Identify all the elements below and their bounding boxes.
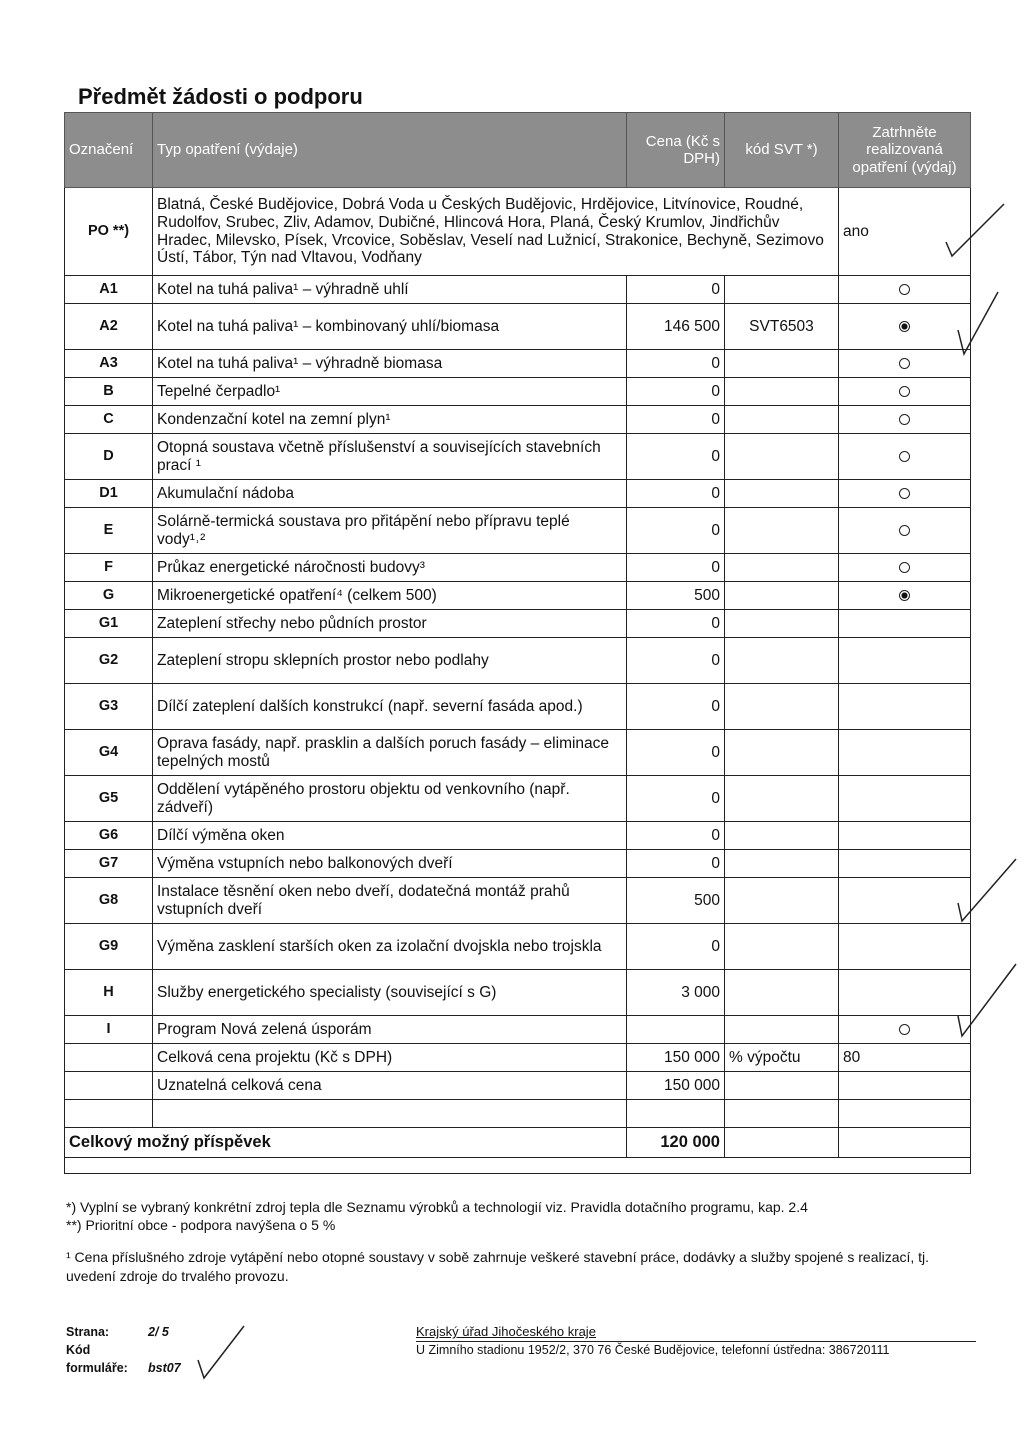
measure-price: 0: [627, 480, 725, 508]
measure-price: 0: [627, 406, 725, 434]
measure-mark: [839, 822, 971, 850]
empty-cell: [839, 1100, 971, 1128]
form-code: bst07: [148, 1361, 181, 1376]
measure-price: 0: [627, 776, 725, 822]
measure-mark: [839, 480, 971, 508]
measure-code: H: [65, 970, 153, 1016]
measure-svt-code: [725, 776, 839, 822]
measure-svt-code: SVT6503: [725, 304, 839, 350]
measure-code: F: [65, 554, 153, 582]
priority-code: PO **): [65, 188, 153, 276]
table-row: [65, 822, 971, 850]
empty-cell: [839, 1072, 971, 1100]
eligible-price-row-value: 150 000: [627, 1072, 725, 1100]
radio-empty-icon[interactable]: [899, 1024, 910, 1035]
measure-mark: [839, 776, 971, 822]
table-row: [65, 350, 971, 378]
measure-price: 0: [627, 508, 725, 554]
measure-svt-code: [725, 970, 839, 1016]
measure-code: G: [65, 582, 153, 610]
header-type: Typ opatření (výdaje): [153, 113, 627, 188]
table-row: [65, 582, 971, 610]
measure-svt-code: [725, 276, 839, 304]
measure-price: 0: [627, 276, 725, 304]
measure-type: Kotel na tuhá paliva¹ – výhradně biomasa: [153, 350, 627, 378]
measure-type: Oddělení vytápěného prostoru objektu od venkovního (např. zádveří): [153, 776, 627, 822]
measure-mark: [839, 304, 971, 350]
form-label: Kód formuláře:: [66, 1343, 128, 1376]
table-row: [65, 924, 971, 970]
empty-cell: [839, 1128, 971, 1158]
empty-cell: [65, 1044, 153, 1072]
measure-type: Program Nová zelená úsporám: [153, 1016, 627, 1044]
measure-type: Instalace těsnění oken nebo dveří, dodatečná montáž prahů vstupních dveří: [153, 878, 627, 924]
priority-row: [65, 188, 971, 276]
measure-code: B: [65, 378, 153, 406]
priority-value: ano: [839, 188, 971, 276]
measure-price: 500: [627, 878, 725, 924]
priority-municipalities: Blatná, České Budějovice, Dobrá Voda u Českých Budějovic, Hrdějovice, Litvínovice, Roudné, Rudolfov, Srubec, Zliv, Adamov, Dubičné, Hlincová Hora, Planá, Český Krumlov, Jindřichův Hradec, Milevsko, Písek, Vrcovice, Soběslav, Veselí nad Lužnicí, Strakonice, Bechyně, Sezimovo Ústí, Tábor, Týn nad Vltavou, Vodňany: [153, 188, 839, 276]
radio-empty-icon[interactable]: [899, 488, 910, 499]
measure-svt-code: [725, 850, 839, 878]
measure-mark: [839, 970, 971, 1016]
table-row: [65, 610, 971, 638]
measure-type: Dílčí výměna oken: [153, 822, 627, 850]
total-price-row: [65, 1044, 971, 1072]
radio-selected-icon[interactable]: [899, 321, 910, 332]
page-label: Strana:: [66, 1325, 110, 1339]
blank-row: [65, 1100, 971, 1128]
empty-cell: [627, 1100, 725, 1128]
total-price-row-extra-value: 80: [839, 1044, 971, 1072]
radio-empty-icon[interactable]: [899, 451, 910, 462]
footnote-1: ¹ Cena příslušného zdroje vytápění nebo otopné soustavy v sobě zahrnuje veškeré stavební práce, dodávky a služby spojené s realizací, tj. uvedení zdroje do trvalého provozu.: [66, 1249, 930, 1284]
measure-mark: [839, 850, 971, 878]
measure-code: A1: [65, 276, 153, 304]
eligible-price-row: [65, 1072, 971, 1100]
measure-price: 0: [627, 610, 725, 638]
table-row: [65, 508, 971, 554]
measure-type: Služby energetického specialisty (související s G): [153, 970, 627, 1016]
table-row: [65, 554, 971, 582]
measure-type: Mikroenergetické opatření⁴ (celkem 500): [153, 582, 627, 610]
measure-type: Výměna zasklení starších oken za izolační dvojskla nebo trojskla: [153, 924, 627, 970]
measure-mark: [839, 434, 971, 480]
measure-type: Výměna vstupních nebo balkonových dveří: [153, 850, 627, 878]
measure-svt-code: [725, 684, 839, 730]
measure-price: 0: [627, 378, 725, 406]
table-row: [65, 850, 971, 878]
measure-svt-code: [725, 554, 839, 582]
total-price-row-value: 150 000: [627, 1044, 725, 1072]
total-price-row-extra-label: % výpočtu: [725, 1044, 839, 1072]
measure-svt-code: [725, 508, 839, 554]
measure-type: Kotel na tuhá paliva¹ – výhradně uhlí: [153, 276, 627, 304]
measure-price: 0: [627, 850, 725, 878]
table-row: [65, 378, 971, 406]
page-title: Předmět žádosti o podporu: [78, 84, 363, 109]
measure-price: 0: [627, 730, 725, 776]
measure-mark: [839, 406, 971, 434]
measure-price: 500: [627, 582, 725, 610]
measure-price: 0: [627, 434, 725, 480]
measure-price: 0: [627, 822, 725, 850]
table-row: [65, 406, 971, 434]
measure-svt-code: [725, 638, 839, 684]
total-price-row-label: Celková cena projektu (Kč s DPH): [153, 1044, 627, 1072]
measures-table: [64, 112, 971, 1174]
radio-empty-icon[interactable]: [899, 525, 910, 536]
measure-code: A3: [65, 350, 153, 378]
table-row: [65, 1016, 971, 1044]
measure-mark: [839, 730, 971, 776]
measure-type: Zateplení střechy nebo půdních prostor: [153, 610, 627, 638]
table-row: [65, 776, 971, 822]
measure-svt-code: [725, 610, 839, 638]
measure-code: I: [65, 1016, 153, 1044]
table-row: [65, 684, 971, 730]
radio-empty-icon[interactable]: [899, 562, 910, 573]
notes: [66, 1198, 970, 1285]
measure-type: Solárně-termická soustava pro přitápění nebo přípravu teplé vody¹˒²: [153, 508, 627, 554]
measure-code: G5: [65, 776, 153, 822]
measure-price: 0: [627, 638, 725, 684]
measure-type: Kondenzační kotel na zemní plyn¹: [153, 406, 627, 434]
measure-svt-code: [725, 878, 839, 924]
organization-address: U Zimního stadionu 1952/2, 370 76 České Budějovice, telefonní ústředna: 386720111: [416, 1341, 976, 1359]
measure-price: [627, 1016, 725, 1044]
organization-name: Krajský úřad Jihočeského kraje: [416, 1324, 596, 1339]
header-price: Cena (Kč s DPH): [627, 113, 725, 188]
measure-svt-code: [725, 582, 839, 610]
measure-mark: [839, 582, 971, 610]
header-mark: Zatrhněte realizovaná opatření (výdaj): [839, 113, 971, 188]
measure-type: Zateplení stropu sklepních prostor nebo podlahy: [153, 638, 627, 684]
measure-mark: [839, 878, 971, 924]
measure-svt-code: [725, 406, 839, 434]
measure-price: 0: [627, 554, 725, 582]
measure-code: G7: [65, 850, 153, 878]
measure-type: Oprava fasády, např. prasklin a dalších poruch fasády – eliminace tepelných mostů: [153, 730, 627, 776]
empty-cell: [65, 1158, 971, 1174]
handwritten-check-icon: [190, 1322, 250, 1382]
measure-code: G2: [65, 638, 153, 684]
radio-empty-icon[interactable]: [899, 414, 910, 425]
measure-price: 0: [627, 350, 725, 378]
table-header: [65, 113, 971, 188]
contribution-row: [65, 1128, 971, 1158]
measure-code: G1: [65, 610, 153, 638]
measure-code: G9: [65, 924, 153, 970]
empty-cell: [725, 1100, 839, 1128]
contribution-label: Celkový možný příspěvek: [65, 1128, 627, 1158]
measure-svt-code: [725, 1016, 839, 1044]
measure-mark: [839, 610, 971, 638]
measure-code: G8: [65, 878, 153, 924]
measure-type: Průkaz energetické náročnosti budovy³: [153, 554, 627, 582]
measure-price: 146 500: [627, 304, 725, 350]
measure-code: G4: [65, 730, 153, 776]
note-priority: **) Prioritní obce - podpora navýšena o 5 %: [66, 1217, 336, 1234]
measure-mark: [839, 638, 971, 684]
measure-code: C: [65, 406, 153, 434]
measure-type: Tepelné čerpadlo¹: [153, 378, 627, 406]
measure-code: A2: [65, 304, 153, 350]
page-number: 2/ 5: [148, 1325, 169, 1339]
measure-mark: [839, 350, 971, 378]
measure-mark: [839, 684, 971, 730]
table-row: [65, 970, 971, 1016]
table-row: [65, 434, 971, 480]
measure-type: Akumulační nádoba: [153, 480, 627, 508]
measure-code: D: [65, 434, 153, 480]
empty-cell: [725, 1128, 839, 1158]
table-row: [65, 638, 971, 684]
measure-code: G3: [65, 684, 153, 730]
measure-type: Dílčí zateplení dalších konstrukcí (např. severní fasáda apod.): [153, 684, 627, 730]
radio-empty-icon[interactable]: [899, 284, 910, 295]
measure-mark: [839, 378, 971, 406]
measure-mark: [839, 1016, 971, 1044]
measure-svt-code: [725, 378, 839, 406]
eligible-price-row-label: Uznatelná celková cena: [153, 1072, 627, 1100]
header-code: Označení: [65, 113, 153, 188]
blank-row: [65, 1158, 971, 1174]
measure-code: D1: [65, 480, 153, 508]
measure-svt-code: [725, 822, 839, 850]
measure-svt-code: [725, 924, 839, 970]
measure-price: 0: [627, 684, 725, 730]
measure-type: Kotel na tuhá paliva¹ – kombinovaný uhlí/biomasa: [153, 304, 627, 350]
table-row: [65, 480, 971, 508]
measure-svt-code: [725, 730, 839, 776]
measure-svt-code: [725, 480, 839, 508]
header-svt: kód SVT *): [725, 113, 839, 188]
table-row: [65, 730, 971, 776]
empty-cell: [153, 1100, 627, 1128]
note-svt: *) Vyplní se vybraný konkrétní zdroj tepla dle Seznamu výrobků a technologií viz. Pravidla dotačního programu, kap. 2.4: [66, 1199, 808, 1215]
measure-code: E: [65, 508, 153, 554]
contribution-value: 120 000: [627, 1128, 725, 1158]
table-row: [65, 304, 971, 350]
measure-mark: [839, 276, 971, 304]
measure-price: 0: [627, 924, 725, 970]
measure-type: Otopná soustava včetně příslušenství a souvisejících stavebních prací ¹: [153, 434, 627, 480]
empty-cell: [725, 1072, 839, 1100]
radio-empty-icon[interactable]: [899, 386, 910, 397]
empty-cell: [65, 1072, 153, 1100]
table-row: [65, 276, 971, 304]
measure-mark: [839, 508, 971, 554]
radio-selected-icon[interactable]: [899, 590, 910, 601]
radio-empty-icon[interactable]: [899, 358, 910, 369]
empty-cell: [65, 1100, 153, 1128]
measure-mark: [839, 554, 971, 582]
table-row: [65, 878, 971, 924]
measure-price: 3 000: [627, 970, 725, 1016]
measure-code: G6: [65, 822, 153, 850]
measure-svt-code: [725, 434, 839, 480]
measure-svt-code: [725, 350, 839, 378]
measure-mark: [839, 924, 971, 970]
